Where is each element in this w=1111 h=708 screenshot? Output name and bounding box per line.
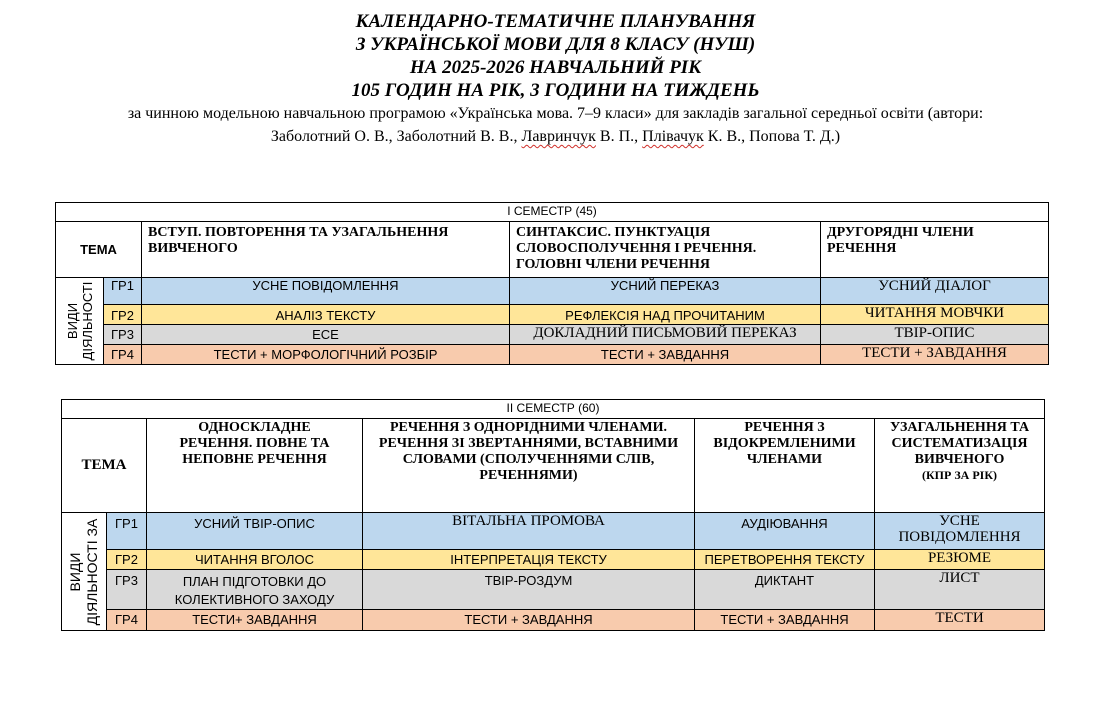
activity-cell: ПЕРЕТВОРЕННЯ ТЕКСТУ xyxy=(695,550,875,570)
topic-note: (КПР ЗА РІК) xyxy=(921,468,998,482)
activity-cell: ТЕСТИ xyxy=(875,610,1045,631)
semester-2-table xyxy=(61,399,1045,631)
topic-cell: ВСТУП. ПОВТОРЕННЯ ТА УЗАГАЛЬНЕННЯ ВИВЧЕНОГО xyxy=(142,222,510,278)
topic-cell: РЕЧЕННЯ З ОДНОРІДНИМИ ЧЛЕНАМИ. РЕЧЕННЯ ЗІ ЗВЕРТАННЯМИ, ВСТАВНИМИ СЛОВАМИ (СПОЛУЧЕННЯМИ СЛІВ, РЕЧЕННЯМИ) xyxy=(363,419,695,513)
activity-cell: УСНЕ ПОВІДОМЛЕННЯ xyxy=(142,278,510,305)
activity-cell: ЛИСТ xyxy=(875,570,1045,610)
activity-types-line-2: ДІЯЛЬНОСТІ ЗА xyxy=(84,518,100,625)
activity-types-text xyxy=(67,518,101,625)
activity-cell: РЕЗЮМЕ xyxy=(875,550,1045,570)
activity-types-line-1: ВИДИ xyxy=(67,552,83,591)
document-subtitle-line-2 xyxy=(0,125,1111,148)
activity-cell: ТЕСТИ + ЗАВДАННЯ xyxy=(821,345,1049,365)
activity-cell: ТЕСТИ + ЗАВДАННЯ xyxy=(363,610,695,631)
topic-cell: ОДНОСКЛАДНЕ РЕЧЕННЯ. ПОВНЕ ТА НЕПОВНЕ РЕЧЕННЯ xyxy=(147,419,363,513)
document-title-line-4: 105 ГОДИН НА РІК, 3 ГОДИНИ НА ТИЖДЕНЬ xyxy=(351,80,760,101)
authors-part-1: Заболотний О. В., Заболотний В. В., xyxy=(270,128,522,145)
activity-cell: УСНИЙ ДІАЛОГ xyxy=(821,278,1049,305)
activity-cell: ТЕСТИ + МОРФОЛОГІЧНИЙ РОЗБІР xyxy=(142,345,510,365)
activity-cell: ТЕСТИ + ЗАВДАННЯ xyxy=(695,610,875,631)
activity-cell: ІНТЕРПРЕТАЦІЯ ТЕКСТУ xyxy=(363,550,695,570)
group-label: ГР4 xyxy=(107,610,147,631)
tema-label: ТЕМА xyxy=(62,419,147,513)
group-label: ГР4 xyxy=(104,345,142,365)
group-label: ГР3 xyxy=(107,570,147,610)
group-label: ГР2 xyxy=(107,550,147,570)
activity-cell: ДИКТАНТ xyxy=(695,570,875,610)
group-label: ГР1 xyxy=(107,513,147,550)
document-title-line-2: З УКРАЇНСЬКОЇ МОВИ ДЛЯ 8 КЛАСУ (НУШ) xyxy=(355,34,756,55)
group-label: ГР2 xyxy=(104,305,142,325)
tema-label: ТЕМА xyxy=(56,222,142,278)
activity-cell: АНАЛІЗ ТЕКСТУ xyxy=(142,305,510,325)
activity-cell: ВІТАЛЬНА ПРОМОВА xyxy=(363,513,695,550)
activity-cell: ЕСЕ xyxy=(142,325,510,345)
activity-cell: ТЕСТИ+ ЗАВДАННЯ xyxy=(147,610,363,631)
activity-cell: ЧИТАННЯ ВГОЛОС xyxy=(147,550,363,570)
topic-cell: ДРУГОРЯДНІ ЧЛЕНИ РЕЧЕННЯ xyxy=(821,222,1049,278)
semester-1-title: І СЕМЕСТР (45) xyxy=(56,203,1049,222)
activity-cell: ПЛАН ПІДГОТОВКИ ДО КОЛЕКТИВНОГО ЗАХОДУ xyxy=(147,570,363,610)
topic-text: УЗАГАЛЬНЕННЯ ТА СИСТЕМАТИЗАЦІЯ ВИВЧЕНОГО xyxy=(889,420,1030,467)
activity-cell: ТВІР-ОПИС xyxy=(821,325,1049,345)
activity-types-label xyxy=(62,513,107,631)
document-header xyxy=(0,10,1111,148)
document-subtitle-line-1: за чинною модельною навчальною програмою «Українська мова. 7–9 класи» для закладів загальної середньої освіти (автори: xyxy=(127,105,984,122)
author-name-1: Лавринчук xyxy=(521,128,596,145)
topic-cell: СИНТАКСИС. ПУНКТУАЦІЯ СЛОВОСПОЛУЧЕННЯ І РЕЧЕННЯ. ГОЛОВНІ ЧЛЕНИ РЕЧЕННЯ xyxy=(510,222,821,278)
activity-cell: ТЕСТИ + ЗАВДАННЯ xyxy=(510,345,821,365)
document-title-line-3: НА 2025-2026 НАВЧАЛЬНИЙ РІК xyxy=(409,57,702,78)
semester-2-title: ІІ СЕМЕСТР (60) xyxy=(62,400,1045,419)
author-name-2: Плівачук xyxy=(642,128,704,145)
activity-cell: ДОКЛАДНИЙ ПИСЬМОВИЙ ПЕРЕКАЗ xyxy=(510,325,821,345)
authors-part-2: В. П., xyxy=(595,128,643,145)
document-title-line-1: КАЛЕНДАРНО-ТЕМАТИЧНЕ ПЛАНУВАННЯ xyxy=(355,11,756,32)
activity-cell: ЧИТАННЯ МОВЧКИ xyxy=(821,305,1049,325)
activity-types-label xyxy=(56,278,104,365)
activity-cell: УСНИЙ ТВІР-ОПИС xyxy=(147,513,363,550)
activity-cell: АУДІЮВАННЯ xyxy=(695,513,875,550)
group-label: ГР1 xyxy=(104,278,142,305)
semester-1-table xyxy=(55,202,1049,365)
activity-cell: ТВІР-РОЗДУМ xyxy=(363,570,695,610)
authors-part-3: К. В., Попова Т. Д.) xyxy=(703,128,841,145)
activity-cell: РЕФЛЕКСІЯ НАД ПРОЧИТАНИМ xyxy=(510,305,821,325)
activity-cell: УСНИЙ ПЕРЕКАЗ xyxy=(510,278,821,305)
topic-cell: РЕЧЕННЯ З ВІДОКРЕМЛЕНИМИ ЧЛЕНАМИ xyxy=(695,419,875,513)
activity-types-text: ВИДИ ДІЯЛЬНОСТІ xyxy=(64,281,95,361)
activity-cell: УСНЕ ПОВІДОМЛЕННЯ xyxy=(875,513,1045,550)
topic-cell xyxy=(875,419,1045,513)
group-label: ГР3 xyxy=(104,325,142,345)
